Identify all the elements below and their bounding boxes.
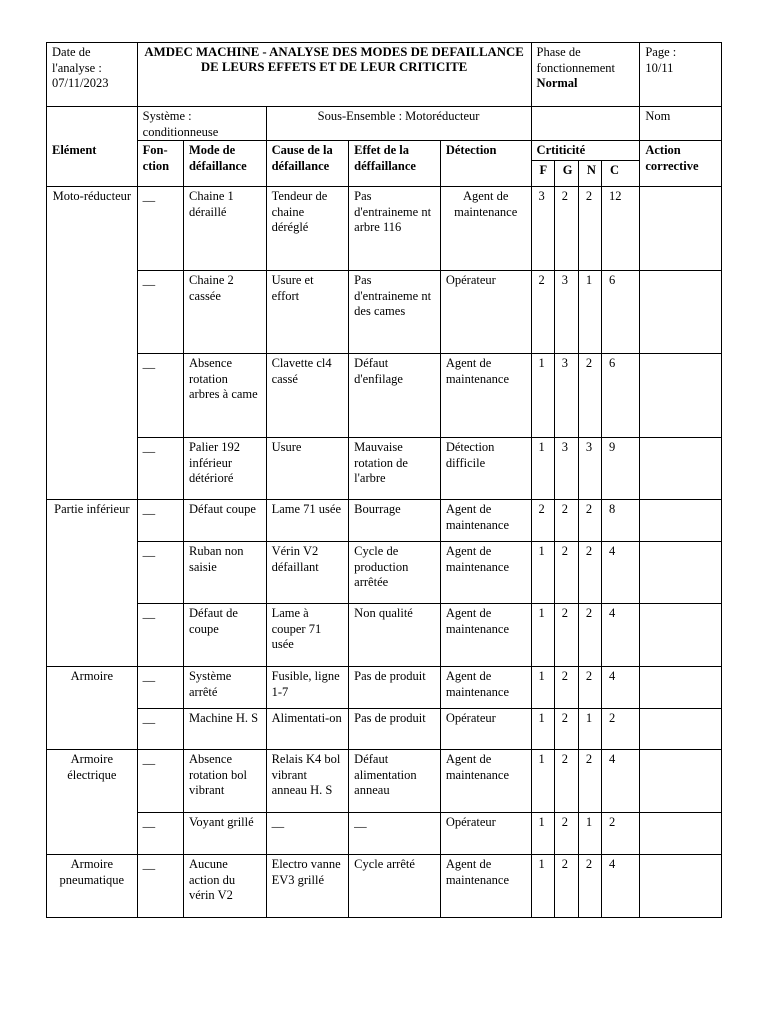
action-cell [640,187,722,271]
effet-cell: Cycle arrêté [349,855,441,918]
c-cell: 2 [602,813,640,855]
page-value: 10/11 [645,60,674,75]
action-cell [640,542,722,604]
table-row [47,187,722,271]
n-cell: 2 [578,604,601,667]
c-cell: 4 [602,750,640,813]
f-cell: 3 [531,187,554,271]
effet-cell: Bourrage [349,500,441,542]
col-element: Elément [47,141,138,187]
analysis-date-value: 07/11/2023 [52,76,109,90]
element-cell: Moto-réducteur [47,187,138,500]
g-cell: 2 [554,500,578,542]
system-cell: Système : conditionneuse [137,107,266,141]
col-detection: Détection [440,141,531,187]
g-cell: 3 [554,438,578,500]
f-cell: 1 [531,604,554,667]
col-mode: Mode de défaillance [183,141,266,187]
c-cell: 12 [602,187,640,271]
col-fonction: Fon-ction [137,141,183,187]
cause-cell: __ [266,813,349,855]
effet-cell: Mauvaise rotation de l'arbre [349,438,441,500]
f-cell: 2 [531,271,554,354]
amdec-table [46,42,722,918]
mode-cell: Machine H. S [183,709,266,750]
page-label: Page : [645,45,677,59]
effet-cell: Défaut d'enfilage [349,354,441,438]
g-cell: 3 [554,271,578,354]
detection-cell: Agent de maintenance [440,855,531,918]
fonction-cell: __ [137,354,183,438]
f-cell: 1 [531,542,554,604]
g-cell: 2 [554,667,578,709]
fonction-cell: __ [137,750,183,813]
col-effet: Effet de la déffaillance [349,141,441,187]
f-cell: 1 [531,750,554,813]
n-cell: 3 [578,438,601,500]
action-cell [640,354,722,438]
phase-label: Phase de fonctionnement [536,45,615,75]
action-cell [640,271,722,354]
analysis-date-label: Date de l'analyse : [52,45,102,75]
mode-cell: Défaut coupe [183,500,266,542]
g-cell: 2 [554,604,578,667]
mode-cell: Absence rotation bol vibrant [183,750,266,813]
cause-cell: Electro vanne EV3 grillé [266,855,349,918]
detection-cell: Opérateur [440,271,531,354]
detection-cell: Agent de maintenance [440,354,531,438]
c-cell: 4 [602,855,640,918]
table-row [47,500,722,542]
effet-cell: Non qualité [349,604,441,667]
cause-cell: Vérin V2 défaillant [266,542,349,604]
g-cell: 2 [554,187,578,271]
mode-cell: Ruban non saisie [183,542,266,604]
detection-cell: Opérateur [440,813,531,855]
table-row [47,604,722,667]
action-cell [640,500,722,542]
col-n: N [578,161,601,187]
element-cell: Partie inférieur [47,500,138,667]
action-cell [640,855,722,918]
g-cell: 2 [554,709,578,750]
phase-cell [531,43,640,107]
effet-cell: Pas de produit [349,667,441,709]
detection-cell: Agent de maintenance [440,187,531,271]
table-row [47,855,722,918]
n-cell: 2 [578,542,601,604]
fonction-cell: __ [137,187,183,271]
detection-cell: Agent de maintenance [440,500,531,542]
effet-cell: Cycle de production arrêtée [349,542,441,604]
cause-cell: Tendeur de chaine déréglé [266,187,349,271]
table-row [47,354,722,438]
detection-cell: Détection difficile [440,438,531,500]
cause-cell: Alimentati-on [266,709,349,750]
mode-cell: Voyant grillé [183,813,266,855]
action-cell [640,438,722,500]
analysis-date-cell [47,43,138,107]
col-g: G [554,161,578,187]
cause-cell: Lame 71 usée [266,500,349,542]
mode-cell: Système arrêté [183,667,266,709]
f-cell: 1 [531,667,554,709]
effet-cell: Pas de produit [349,709,441,750]
page-cell [640,43,722,107]
mode-cell: Défaut de coupe [183,604,266,667]
action-cell [640,750,722,813]
f-cell: 1 [531,813,554,855]
mode-cell: Palier 192 inférieur détérioré [183,438,266,500]
element-cell: Armoire pneumatique [47,855,138,918]
mode-cell: Absence rotation arbres à came [183,354,266,438]
n-cell: 1 [578,709,601,750]
action-cell [640,813,722,855]
cause-cell: Usure et effort [266,271,349,354]
phase-value: Normal [536,76,578,90]
action-cell [640,709,722,750]
col-cause: Cause de la défaillance [266,141,349,187]
table-row [47,667,722,709]
c-cell: 4 [602,667,640,709]
table-row [47,271,722,354]
table-row [47,709,722,750]
fonction-cell: __ [137,542,183,604]
c-cell: 2 [602,709,640,750]
n-cell: 1 [578,271,601,354]
action-cell [640,667,722,709]
g-cell: 2 [554,813,578,855]
cause-cell: Relais K4 bol vibrant anneau H. S [266,750,349,813]
n-cell: 2 [578,855,601,918]
document-title: AMDEC MACHINE - ANALYSE DES MODES DE DEFAILLANCE DE LEURS EFFETS ET DE LEUR CRITICITE [137,43,531,107]
n-cell: 2 [578,500,601,542]
n-cell: 1 [578,813,601,855]
detection-cell: Opérateur [440,709,531,750]
n-cell: 2 [578,667,601,709]
n-cell: 2 [578,187,601,271]
action-cell [640,604,722,667]
table-row [47,542,722,604]
c-cell: 9 [602,438,640,500]
col-c: C [602,161,640,187]
col-criticite: Crtiticité [531,141,640,161]
name-cell: Nom [640,107,722,141]
mode-cell: Chaine 1 déraillé [183,187,266,271]
detection-cell: Agent de maintenance [440,542,531,604]
c-cell: 8 [602,500,640,542]
fonction-cell: __ [137,709,183,750]
f-cell: 1 [531,438,554,500]
f-cell: 1 [531,354,554,438]
fonction-cell: __ [137,604,183,667]
n-cell: 2 [578,750,601,813]
element-cell: Armoire électrique [47,750,138,855]
fonction-cell: __ [137,667,183,709]
fonction-cell: __ [137,438,183,500]
g-cell: 2 [554,542,578,604]
table-row [47,750,722,813]
g-cell: 2 [554,750,578,813]
detection-cell: Agent de maintenance [440,750,531,813]
c-cell: 6 [602,354,640,438]
cause-cell: Lame à couper 71 usée [266,604,349,667]
subassembly-cell: Sous-Ensemble : Motoréducteur [266,107,531,141]
c-cell: 6 [602,271,640,354]
col-action: Action corrective [640,141,722,187]
f-cell: 1 [531,855,554,918]
fonction-cell: __ [137,271,183,354]
effet-cell: __ [349,813,441,855]
f-cell: 2 [531,500,554,542]
detection-cell: Agent de maintenance [440,604,531,667]
fonction-cell: __ [137,855,183,918]
effet-cell: Pas d'entraineme nt des cames [349,271,441,354]
n-cell: 2 [578,354,601,438]
cause-cell: Clavette cl4 cassé [266,354,349,438]
detection-cell: Agent de maintenance [440,667,531,709]
effet-cell: Défaut alimentation anneau [349,750,441,813]
mode-cell: Aucune action du vérin V2 [183,855,266,918]
g-cell: 2 [554,855,578,918]
element-cell: Armoire [47,667,138,750]
g-cell: 3 [554,354,578,438]
mode-cell: Chaine 2 cassée [183,271,266,354]
fonction-cell: __ [137,500,183,542]
fonction-cell: __ [137,813,183,855]
cause-cell: Usure [266,438,349,500]
f-cell: 1 [531,709,554,750]
table-row [47,438,722,500]
c-cell: 4 [602,542,640,604]
effet-cell: Pas d'entraineme nt arbre 116 [349,187,441,271]
table-row [47,813,722,855]
cause-cell: Fusible, ligne 1-7 [266,667,349,709]
col-f: F [531,161,554,187]
c-cell: 4 [602,604,640,667]
